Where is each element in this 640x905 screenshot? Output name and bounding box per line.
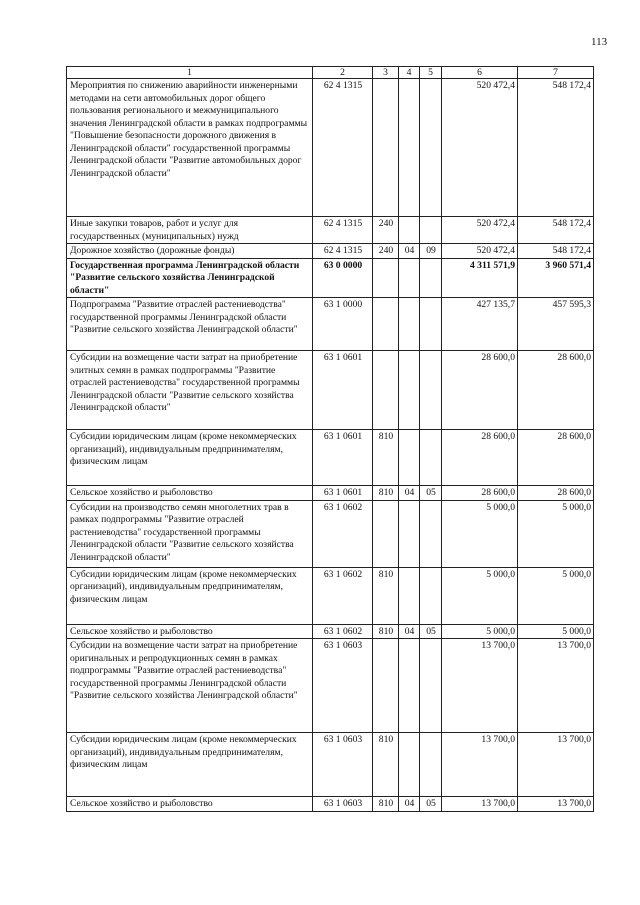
row-expense-type-cell: 240 bbox=[373, 244, 399, 259]
row-subsection-cell: 05 bbox=[420, 486, 442, 501]
row-subsection-cell bbox=[420, 298, 442, 351]
row-expense-type-cell bbox=[373, 639, 399, 733]
row-subsection-cell bbox=[420, 500, 442, 567]
row-section-cell: 04 bbox=[399, 486, 420, 501]
row-amount-year1-cell: 13 700,0 bbox=[442, 797, 518, 812]
row-expense-type-cell bbox=[373, 500, 399, 567]
row-name-cell: Подпрограмма "Развитие отраслей растениеводства" государственной программы Ленинградской области "Развитие сельского хозяйства Ленинградской области" bbox=[67, 298, 313, 351]
header-col-1: 1 bbox=[67, 67, 313, 79]
row-expense-type-cell: 810 bbox=[373, 797, 399, 812]
table-row bbox=[67, 217, 594, 244]
row-amount-year1-cell: 520 472,4 bbox=[442, 244, 518, 259]
row-expense-type-cell bbox=[373, 351, 399, 430]
row-name-cell: Субсидии юридическим лицам (кроме некоммерческих организаций), индивидуальным предпринимателям, физическим лицам bbox=[67, 430, 313, 486]
row-section-cell bbox=[399, 298, 420, 351]
row-amount-year1-cell: 28 600,0 bbox=[442, 486, 518, 501]
row-amount-year2-cell: 5 000,0 bbox=[518, 567, 594, 624]
table-row bbox=[67, 244, 594, 259]
table-row bbox=[67, 258, 594, 298]
row-amount-year2-cell: 5 000,0 bbox=[518, 500, 594, 567]
row-name-cell: Субсидии юридическим лицам (кроме некоммерческих организаций), индивидуальным предпринимателям, физическим лицам bbox=[67, 567, 313, 624]
row-name-cell: Государственная программа Ленинградской области "Развитие сельского хозяйства Ленинградской области" bbox=[67, 258, 313, 298]
table-row bbox=[67, 639, 594, 733]
row-subsection-cell: 05 bbox=[420, 624, 442, 639]
row-name-cell: Дорожное хозяйство (дорожные фонды) bbox=[67, 244, 313, 259]
row-section-cell: 04 bbox=[399, 797, 420, 812]
header-col-7: 7 bbox=[518, 67, 594, 79]
row-section-cell bbox=[399, 567, 420, 624]
row-subsection-cell: 09 bbox=[420, 244, 442, 259]
header-col-6: 6 bbox=[442, 67, 518, 79]
row-amount-year1-cell: 5 000,0 bbox=[442, 567, 518, 624]
row-amount-year1-cell: 5 000,0 bbox=[442, 624, 518, 639]
row-code-cell: 63 1 0601 bbox=[313, 486, 373, 501]
row-expense-type-cell: 810 bbox=[373, 567, 399, 624]
row-subsection-cell: 05 bbox=[420, 797, 442, 812]
row-expense-type-cell: 240 bbox=[373, 217, 399, 244]
row-subsection-cell bbox=[420, 639, 442, 733]
row-amount-year2-cell: 13 700,0 bbox=[518, 639, 594, 733]
table-header-row bbox=[67, 67, 594, 79]
row-expense-type-cell: 810 bbox=[373, 486, 399, 501]
budget-table bbox=[66, 66, 594, 812]
table-row bbox=[67, 567, 594, 624]
row-amount-year1-cell: 28 600,0 bbox=[442, 430, 518, 486]
row-section-cell: 04 bbox=[399, 624, 420, 639]
page-number: 113 bbox=[591, 36, 608, 48]
row-name-cell: Сельское хозяйство и рыболовство bbox=[67, 624, 313, 639]
row-amount-year2-cell: 548 172,4 bbox=[518, 217, 594, 244]
table-row bbox=[67, 486, 594, 501]
row-amount-year1-cell: 13 700,0 bbox=[442, 639, 518, 733]
row-code-cell: 62 4 1315 bbox=[313, 217, 373, 244]
row-amount-year1-cell: 520 472,4 bbox=[442, 217, 518, 244]
row-name-cell: Субсидии юридическим лицам (кроме некоммерческих организаций), индивидуальным предпринимателям, физическим лицам bbox=[67, 733, 313, 797]
row-subsection-cell bbox=[420, 733, 442, 797]
row-subsection-cell bbox=[420, 567, 442, 624]
row-amount-year1-cell: 4 311 571,9 bbox=[442, 258, 518, 298]
row-code-cell: 63 1 0602 bbox=[313, 500, 373, 567]
row-amount-year2-cell: 548 172,4 bbox=[518, 244, 594, 259]
header-col-2: 2 bbox=[313, 67, 373, 79]
row-section-cell bbox=[399, 733, 420, 797]
row-name-cell: Субсидии на возмещение части затрат на приобретение оригинальных и репродукционных семян в рамках подпрограммы "Развитие отраслей растениеводства" государственной программы Ленинградской области "Развитие сельского хозяйства Ленинградской области" bbox=[67, 639, 313, 733]
row-amount-year2-cell: 457 595,3 bbox=[518, 298, 594, 351]
row-expense-type-cell bbox=[373, 79, 399, 217]
header-col-4: 4 bbox=[399, 67, 420, 79]
row-section-cell bbox=[399, 79, 420, 217]
row-amount-year1-cell: 5 000,0 bbox=[442, 500, 518, 567]
row-section-cell bbox=[399, 430, 420, 486]
row-name-cell: Сельское хозяйство и рыболовство bbox=[67, 486, 313, 501]
row-expense-type-cell: 810 bbox=[373, 733, 399, 797]
row-amount-year1-cell: 28 600,0 bbox=[442, 351, 518, 430]
row-code-cell: 63 1 0601 bbox=[313, 430, 373, 486]
row-section-cell bbox=[399, 217, 420, 244]
header-col-5: 5 bbox=[420, 67, 442, 79]
row-amount-year2-cell: 548 172,4 bbox=[518, 79, 594, 217]
row-name-cell: Сельское хозяйство и рыболовство bbox=[67, 797, 313, 812]
table-row bbox=[67, 797, 594, 812]
row-code-cell: 63 1 0602 bbox=[313, 624, 373, 639]
row-code-cell: 63 0 0000 bbox=[313, 258, 373, 298]
row-code-cell: 63 1 0000 bbox=[313, 298, 373, 351]
table-row bbox=[67, 351, 594, 430]
row-subsection-cell bbox=[420, 258, 442, 298]
table-row bbox=[67, 624, 594, 639]
row-subsection-cell bbox=[420, 430, 442, 486]
row-amount-year2-cell: 13 700,0 bbox=[518, 733, 594, 797]
row-amount-year1-cell: 520 472,4 bbox=[442, 79, 518, 217]
row-expense-type-cell: 810 bbox=[373, 624, 399, 639]
row-amount-year2-cell: 28 600,0 bbox=[518, 430, 594, 486]
row-section-cell bbox=[399, 500, 420, 567]
row-name-cell: Иные закупки товаров, работ и услуг для государственных (муниципальных) нужд bbox=[67, 217, 313, 244]
table-row bbox=[67, 298, 594, 351]
table-row bbox=[67, 733, 594, 797]
row-amount-year2-cell: 5 000,0 bbox=[518, 624, 594, 639]
row-section-cell bbox=[399, 639, 420, 733]
row-amount-year2-cell: 28 600,0 bbox=[518, 351, 594, 430]
row-name-cell: Субсидии на возмещение части затрат на приобретение элитных семян в рамках подпрограммы "Развитие отраслей растениеводства" государственной программы Ленинградской области "Развитие сельского хозяйства Ленинградской области" bbox=[67, 351, 313, 430]
row-code-cell: 63 1 0601 bbox=[313, 351, 373, 430]
row-expense-type-cell: 810 bbox=[373, 430, 399, 486]
row-code-cell: 63 1 0603 bbox=[313, 639, 373, 733]
row-expense-type-cell bbox=[373, 298, 399, 351]
row-subsection-cell bbox=[420, 79, 442, 217]
table-row bbox=[67, 500, 594, 567]
row-code-cell: 63 1 0603 bbox=[313, 797, 373, 812]
row-section-cell bbox=[399, 258, 420, 298]
row-amount-year2-cell: 13 700,0 bbox=[518, 797, 594, 812]
row-amount-year1-cell: 427 135,7 bbox=[442, 298, 518, 351]
row-subsection-cell bbox=[420, 217, 442, 244]
row-name-cell: Мероприятия по снижению аварийности инженерными методами на сети автомобильных дорог общего пользования регионального и межмуниципального значения Ленинградской области в рамках подпрограммы "Повышение безопасности дорожного движения в Ленинградской области" государственной программы Ленинградской области "Развитие автомобильных дорог Ленинградской области" bbox=[67, 79, 313, 217]
row-code-cell: 62 4 1315 bbox=[313, 79, 373, 217]
row-section-cell: 04 bbox=[399, 244, 420, 259]
table-row bbox=[67, 79, 594, 217]
table-row bbox=[67, 430, 594, 486]
row-code-cell: 63 1 0602 bbox=[313, 567, 373, 624]
row-code-cell: 63 1 0603 bbox=[313, 733, 373, 797]
row-amount-year1-cell: 13 700,0 bbox=[442, 733, 518, 797]
row-expense-type-cell bbox=[373, 258, 399, 298]
table-body bbox=[67, 79, 594, 812]
row-name-cell: Субсидии на производство семян многолетних трав в рамках подпрограммы "Развитие отраслей растениеводства" государственной программы Ленинградской области "Развитие сельского хозяйства Ленинградской области" bbox=[67, 500, 313, 567]
row-code-cell: 62 4 1315 bbox=[313, 244, 373, 259]
row-subsection-cell bbox=[420, 351, 442, 430]
header-col-3: 3 bbox=[373, 67, 399, 79]
row-amount-year2-cell: 3 960 571,4 bbox=[518, 258, 594, 298]
row-amount-year2-cell: 28 600,0 bbox=[518, 486, 594, 501]
row-section-cell bbox=[399, 351, 420, 430]
